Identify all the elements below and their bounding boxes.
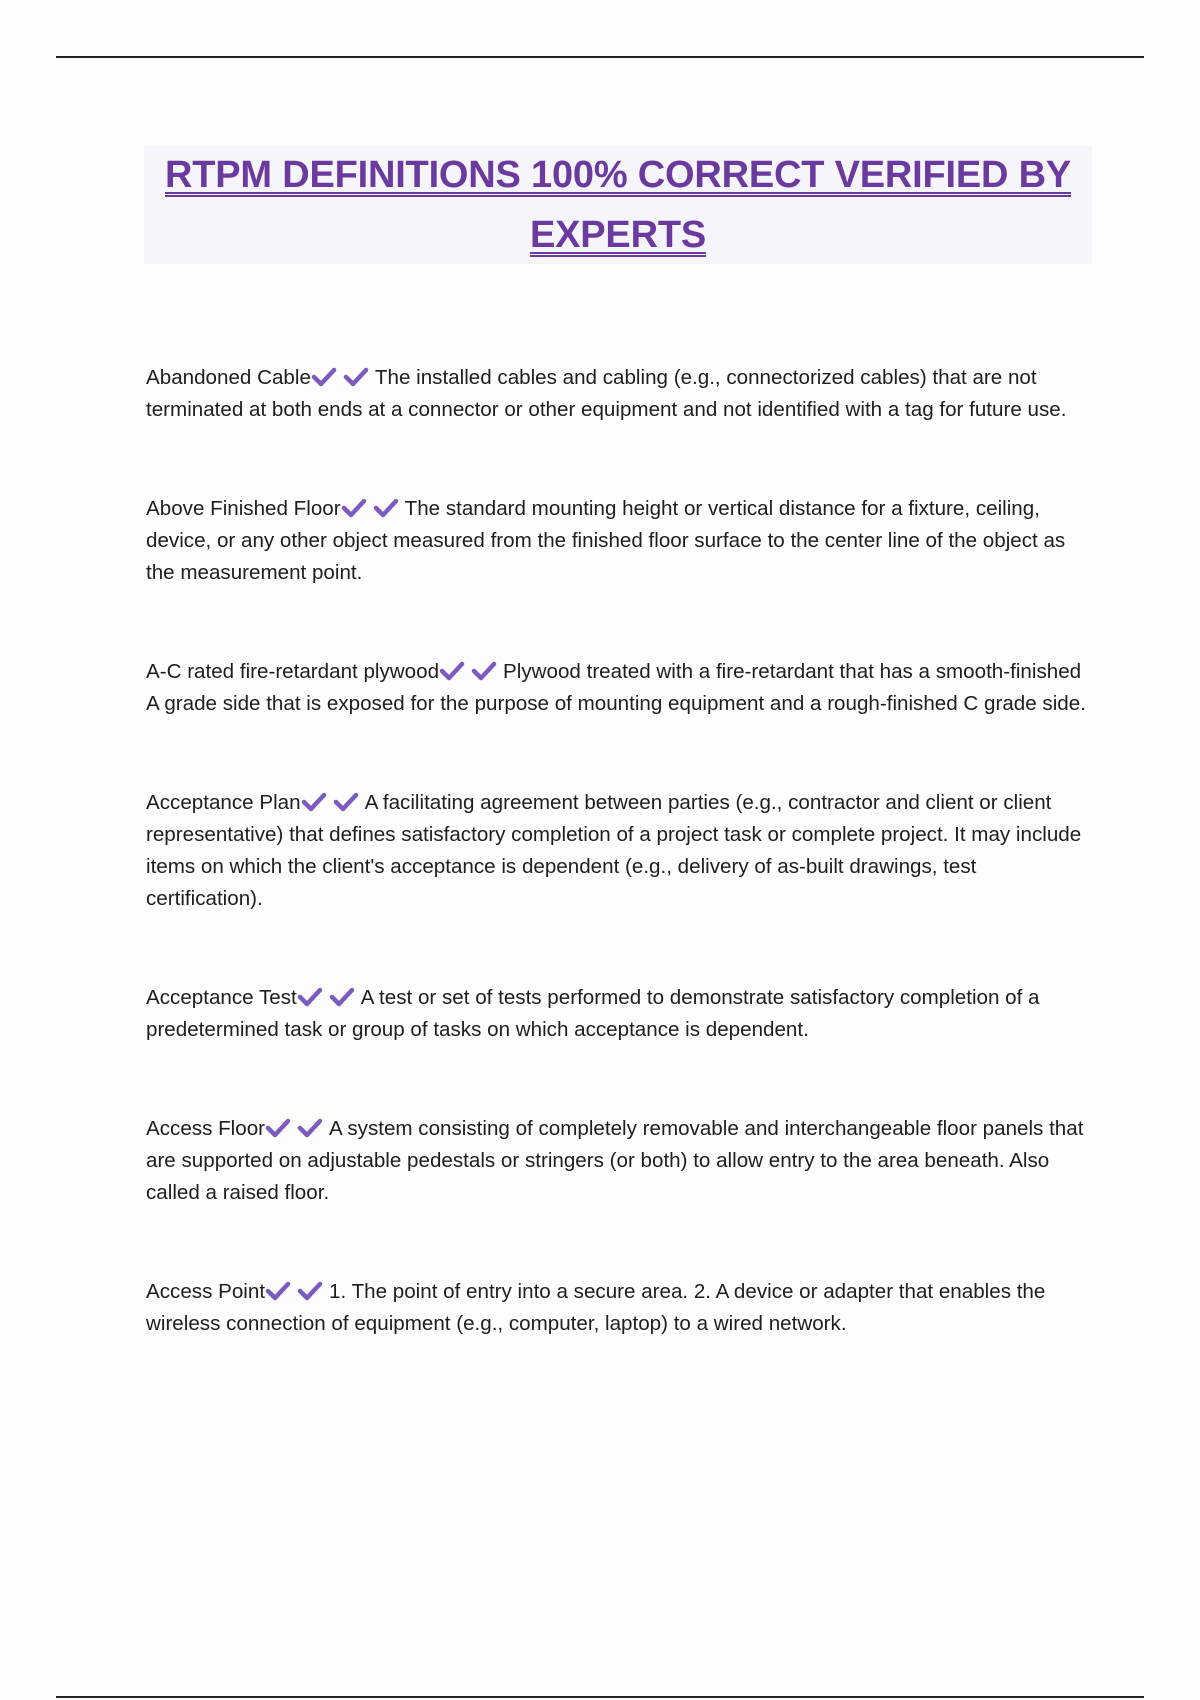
check-icon	[311, 367, 337, 387]
definition-text: A facilitating agreement between parties (e.g., contractor and client or client representative) that defines satisfactory completion of a project task or complete project. It may include items on which the client's acceptance is dependent (e.g., delivery of as-built drawings, test certification).	[146, 791, 1082, 910]
definition-entry	[146, 493, 1092, 589]
definition-entry	[146, 787, 1092, 915]
definition-term: Abandoned Cable	[146, 366, 311, 389]
definition-term: Above Finished Floor	[146, 497, 341, 520]
definition-text: The installed cables and cabling (e.g., connectorized cables) that are not terminated at both ends at a connector or other equipment and not identified with a tag for future use.	[146, 366, 1067, 421]
document-title: RTPM DEFINITIONS 100% CORRECT VERIFIED BY EXPERTS	[164, 154, 1072, 256]
check-icon	[329, 987, 355, 1007]
definition-text: A system consisting of completely removable and interchangeable floor panels that are supported on adjustable pedestals or stringers (or both) to allow entry to the area beneath. Also called a raised floor.	[146, 1117, 1084, 1204]
definition-entry	[146, 1113, 1092, 1209]
top-rule	[56, 56, 1144, 58]
definition-term: Acceptance Test	[146, 986, 297, 1009]
definition-term: Access Floor	[146, 1117, 266, 1140]
title-banner	[144, 146, 1092, 264]
definition-text: 1. The point of entry into a secure area. 2. A device or adapter that enables the wireless connection of equipment (e.g., computer, laptop) to a wired network.	[146, 1280, 1046, 1335]
definition-entry	[146, 656, 1092, 720]
definition-entry	[146, 362, 1092, 426]
definition-entry	[146, 982, 1092, 1046]
check-icon	[333, 792, 359, 812]
check-icon	[439, 661, 465, 681]
check-icon	[265, 1118, 291, 1138]
check-icon	[297, 1118, 323, 1138]
definition-entry	[146, 1276, 1092, 1340]
definition-text: The standard mounting height or vertical distance for a fixture, ceiling, device, or any other object measured from the finished floor surface to the center line of the object as the measurement point.	[146, 497, 1066, 584]
check-icon	[471, 661, 497, 681]
definitions-list	[146, 362, 1092, 1340]
definition-term: Acceptance Plan	[146, 791, 301, 814]
bottom-rule	[56, 1696, 1144, 1698]
check-icon	[343, 367, 369, 387]
check-icon	[341, 498, 367, 518]
check-icon	[297, 1281, 323, 1301]
check-icon	[297, 987, 323, 1007]
definition-text: A test or set of tests performed to demonstrate satisfactory completion of a predetermined task or group of tasks on which acceptance is dependent.	[146, 986, 1040, 1041]
definition-term: A-C rated fire-retardant plywood	[146, 660, 440, 683]
definition-text: Plywood treated with a fire-retardant that has a smooth-finished A grade side that is exposed for the purpose of mounting equipment and a rough-finished C grade side.	[146, 660, 1086, 715]
check-icon	[301, 792, 327, 812]
check-icon	[373, 498, 399, 518]
check-icon	[265, 1281, 291, 1301]
definition-term: Access Point	[146, 1280, 266, 1303]
